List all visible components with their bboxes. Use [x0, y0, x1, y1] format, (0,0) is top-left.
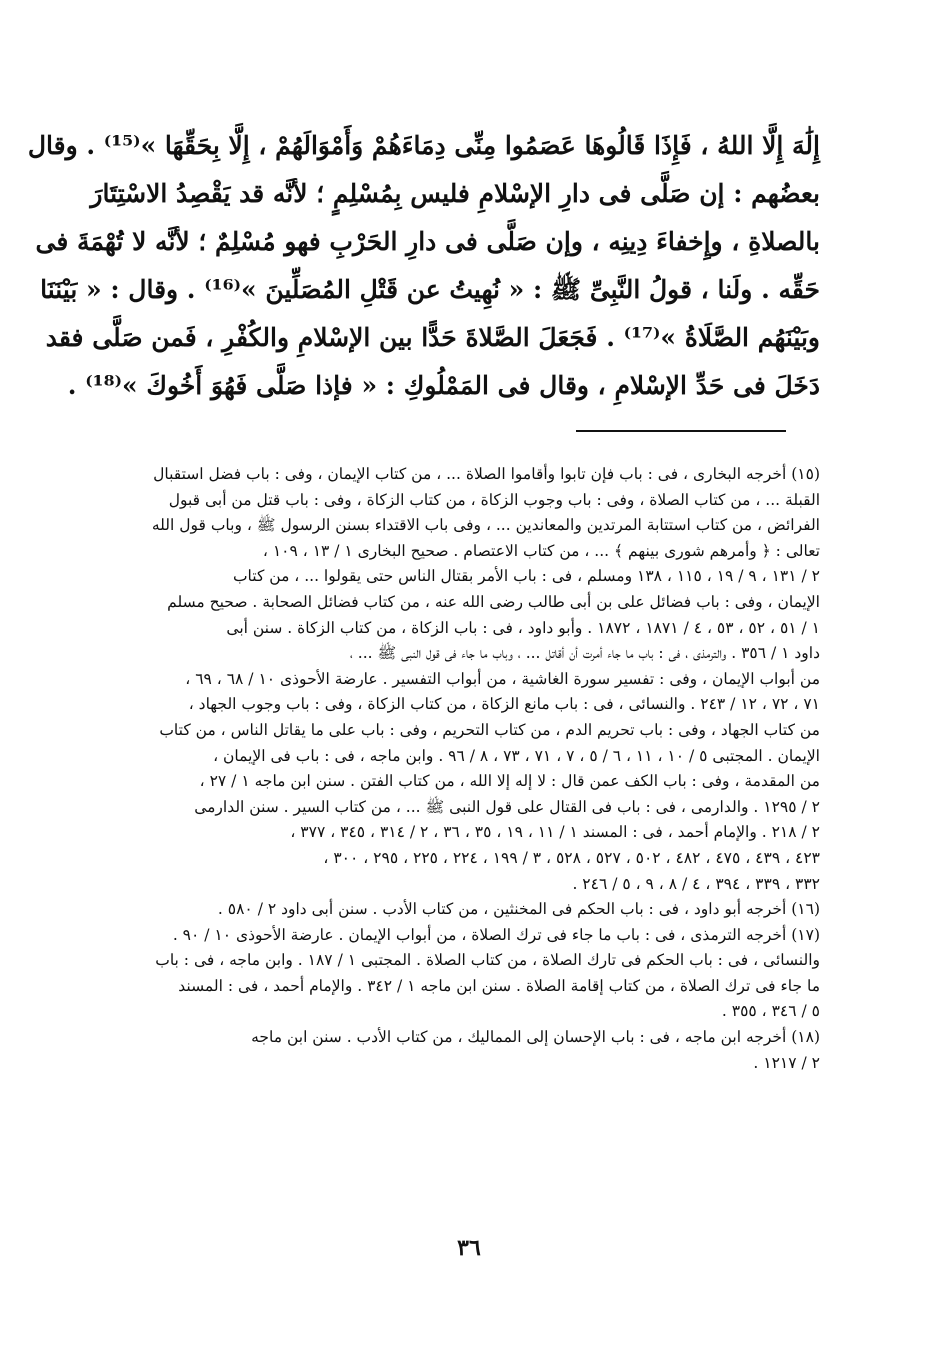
footnote-line: من كتاب الجهاد ، وفى : باب تحريم الدم ، من كتاب التحريم ، وفى : باب على ما يقاتل الناس ، من كتاب — [159, 720, 820, 739]
footnote-line: ما جاء فى ترك الصلاة ، من كتاب إقامة الصلاة . سنن ابن ماجه ١ / ٣٤٢ . والإمام أحمد ، فى : المسند — [178, 976, 820, 995]
footnote-16 — [120, 897, 820, 923]
footnote-divider — [576, 430, 786, 432]
footnote-line: الإيمان . المجتبى ٥ / ١٠ ، ١١ ، ٦ / ٥ ، ٧ ، ٧١ ، ٧٣ ، ٨ / ٩٦ . وابن ماجه ، فى : باب فى الإيمان ، — [213, 746, 820, 765]
footnote-line: القبلة ... ، من كتاب الصلاة ، وفى : باب وجوب الزكاة ، من كتاب الزكاة ، وفى : باب قتل من أبى قبول — [168, 490, 820, 509]
footnote-line: من أبواب الإيمان ، وفى : تفسير سورة الغاشية ، من أبواب التفسير . عارضة الأحوذى ١٠ / ٦٨ ، ٦٩ ، — [185, 669, 820, 688]
text-line: حَقِّه . ولَنا ، قولُ النَّبِىِّ ﷺ : « نُهِيتُ عن قَتْلِ المُصَلِّينَ »⁽¹⁶⁾ . وقال : « بَيْنَنَا — [40, 275, 820, 304]
footnote-line: ٤٢٣ ، ٤٣٩ ، ٤٧٥ ، ٤٨٢ ، ٥٠٢ ، ٥٢٧ ، ٥٢٨ ، ٣ / ١٩٩ ، ٢٢٤ ، ٢٢٥ ، ٢٩٥ ، ٣٠٠ ، — [323, 848, 820, 867]
footnote-line: ٥ / ٣٤٦ ، ٣٥٥ . — [721, 1002, 820, 1021]
footnote-15 — [120, 462, 820, 897]
footnote-line: ٢ / ١٢٩٥ . والدارمى ، فى : باب فى القتال على قول النبى ﷺ ... ، من كتاب السير . سنن الدارمى — [194, 797, 820, 816]
footnote-line: من المقدمة ، وفى : باب الكف عمن قال : لا إله إلا الله ، من كتاب الفتن . سنن ابن ماجه ١ / ٢٧ ، — [199, 772, 820, 791]
footnote-line: (١٧) أخرجه الترمذى ، فى : باب ما جاء فى ترك الصلاة ، من أبواب الإيمان . عارضة الأحوذى ١٠ / ٩٠ . — [172, 925, 820, 944]
footnote-line: (١٥) أخرجه البخارى ، فى : باب فإن تابوا وأقاموا الصلاة ... ، من كتاب الإيمان ، وفى : باب فضل استقبال — [153, 465, 820, 483]
footnote-line: والنسائى ، فى : باب الحكم فى تارك الصلاة ، من كتاب الصلاة . المجتبى ١ / ١٨٧ . وابن ماجه ، فى : باب — [155, 951, 820, 970]
main-text — [27, 122, 820, 410]
text-line: وبَيْنَهُم الصَّلَاةُ »⁽¹⁷⁾ . فَجَعَلَ الصَّلاةَ حَدًّا بين الإسْلامِ والكُفْرِ ، فَمن صَلَّى فقد — [45, 323, 820, 352]
page-number: ٣٦ — [457, 1235, 481, 1261]
footnote-line: ٣٣٢ ، ٣٣٩ ، ٣٩٤ ، ٤ / ٨ ، ٩ ، ٥ / ٢٤٦ . — [572, 874, 820, 893]
footnote-line: ٢ / ١٣١ ، ٩ / ١٩ ، ١١٥ ، ١٣٨ ومسلم ، فى : باب الأمر بقتال الناس حتى يقولوا ... ، من كتاب — [232, 567, 820, 586]
footnote-line: تعالى : ﴿ وأمرهم شورى بينهم ﴾ ... ، من كتاب الاعتصام . صحيح البخارى ١ / ١٣ ، ١٠٩ ، — [262, 541, 820, 560]
footnote-line: ١ / ٥١ ، ٥٢ ، ٥٣ ، ٤ / ١٨٧١ ، ١٨٧٢ . وأبو داود ، فى : باب الزكاة ، من كتاب الزكاة . سنن أبى — [226, 618, 820, 637]
footnote-18 — [120, 1025, 820, 1076]
footnote-17 — [120, 923, 820, 1025]
text-line: بالصلاةِ ، وإِخفاءَ دِينِه ، وإن صَلَّى فى دارِ الحَرْبِ فهو مُسْلِمٌ ؛ لأنَّه لا تُهْمَةَ فى — [35, 227, 820, 256]
footnote-line: ٧١ ، ٧٢ ، ١٢ / ٢٤٣ . والنسائى ، فى : باب مانع الزكاة ، من كتاب الزكاة ، وفى : باب وجوب الجهاد ، — [188, 695, 820, 714]
footnote-line: (١٦) أخرجه أبو داود ، فى : باب الحكم فى المخنثين ، من كتاب الأدب . سنن أبى داود ٢ / ٥٨٠ . — [217, 900, 820, 919]
footnote-line: الإيمان ، وفى : باب فضائل على بن أبى طالب رضى الله عنه ، من كتاب فضائل الصحابة . صحيح مسلم — [167, 592, 820, 611]
footnote-line: داود ١ / ٣٥٦ . والترمذى ، فى : باب ما جاء أمرت أن أقاتل ... ، وباب ما جاء فى قول النبى ﷺ ... ، — [349, 644, 820, 663]
text-line: دَخَلَ فى حَدِّ الإسْلامِ ، وقال فى المَمْلُوكِ : « فإذا صَلَّى فَهُوَ أَخُوكَ »⁽¹⁸⁾ . — [67, 371, 820, 400]
footnote-line: الفرائض ، من كتاب استتابة المرتدين والمعاندين ... ، وفى باب الاقتداء بسنن الرسول ﷺ ، وباب قول الله — [151, 516, 820, 535]
footnote-line: (١٨) أخرجه ابن ماجه ، فى : باب الإحسان إلى المماليك ، من كتاب الأدب . سنن ابن ماجه — [251, 1028, 820, 1047]
footnotes — [120, 462, 820, 1076]
footnote-line: ٢ / ١٢١٧ . — [753, 1053, 820, 1072]
text-line: إِلَٰهَ إِلَّا اللهُ ، فَإِذَا قَالُوهَا عَصَمُوا مِنِّى دِمَاءَهُمْ وَأَمْوَالَهُمْ ، إِلَّا بِحَقِّهَا »⁽¹⁵⁾ . وقال — [27, 131, 820, 160]
footnote-line: ٢ / ٢١٨ . والإمام أحمد ، فى : المسند ١ / ١١ ، ١٩ ، ٣٥ ، ٣٦ ، ٢ / ٣١٤ ، ٣٤٥ ، ٣٧٧ ، — [290, 823, 820, 842]
text-line: بعضُهم : إن صَلَّى فى دارِ الإسْلامِ فليس بِمُسْلِمٍ ؛ لأنَّه قد يَقْصِدُ الاسْتِتَارَ — [90, 179, 820, 208]
